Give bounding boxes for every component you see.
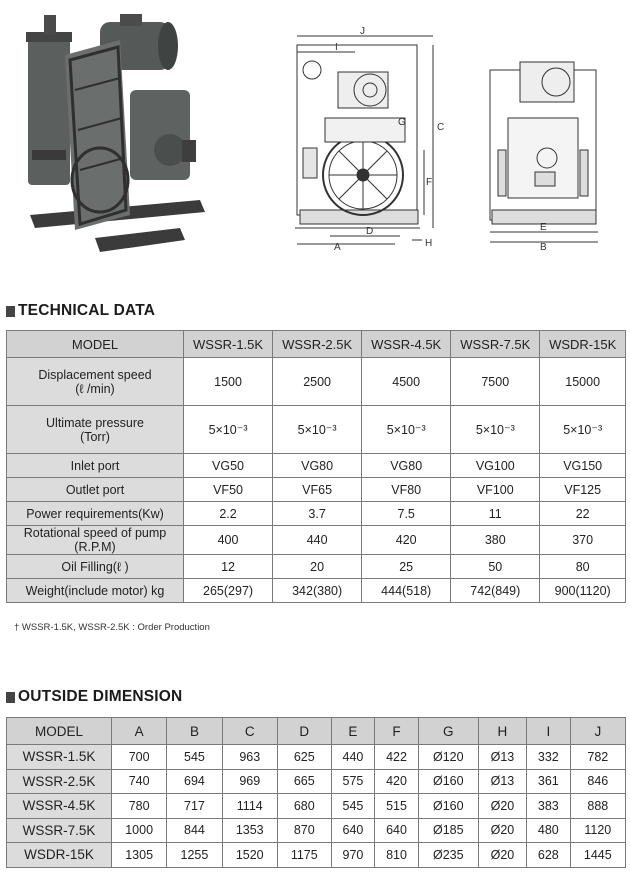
table-cell: 575: [331, 769, 375, 794]
table-cell: 420: [375, 769, 419, 794]
table-cell: 2500: [273, 358, 362, 406]
table-cell: VF80: [362, 478, 451, 502]
table-cell: 888: [570, 794, 625, 819]
table-cell: 420: [362, 526, 451, 555]
table-cell: 5×10⁻³: [273, 406, 362, 454]
table-cell: 265(297): [184, 579, 273, 603]
table-cell: VF100: [451, 478, 540, 502]
outside-dimension-title: OUTSIDE DIMENSION: [18, 688, 183, 705]
header-cell: WSSR-7.5K: [451, 331, 540, 358]
table-cell: 782: [570, 745, 625, 770]
table-row: [7, 794, 626, 819]
row-label: WSSR-2.5K: [7, 769, 112, 794]
header-cell-model: MODEL: [7, 331, 184, 358]
table-cell: 717: [167, 794, 222, 819]
table-cell: 50: [451, 555, 540, 579]
table-cell: VF65: [273, 478, 362, 502]
table-row: [7, 555, 626, 579]
table-cell: 4500: [362, 358, 451, 406]
table-header-row: [7, 718, 626, 745]
table-cell: 900(1120): [540, 579, 626, 603]
order-production-note: † WSSR-1.5K, WSSR-2.5K : Order Production: [14, 622, 210, 633]
table-row: [7, 454, 626, 478]
table-cell: Ø160: [418, 769, 478, 794]
table-cell: 844: [167, 818, 222, 843]
table-cell: 25: [362, 555, 451, 579]
table-cell: 640: [331, 818, 375, 843]
table-cell: Ø185: [418, 818, 478, 843]
table-row: [7, 502, 626, 526]
table-cell: 11: [451, 502, 540, 526]
row-label: WSDR-15K: [7, 843, 112, 868]
row-label: WSSR-1.5K: [7, 745, 112, 770]
table-cell: 5×10⁻³: [362, 406, 451, 454]
table-cell: VG100: [451, 454, 540, 478]
table-cell: VG80: [273, 454, 362, 478]
outside-dimension-table: [6, 717, 626, 868]
table-cell: 332: [527, 745, 571, 770]
header-cell: B: [167, 718, 222, 745]
table-row: [7, 818, 626, 843]
table-cell: 870: [277, 818, 331, 843]
table-cell: Ø20: [478, 794, 526, 819]
table-cell: 963: [222, 745, 277, 770]
header-cell: F: [375, 718, 419, 745]
table-cell: 3.7: [273, 502, 362, 526]
table-cell: Ø20: [478, 818, 526, 843]
dim-label-e: E: [540, 222, 547, 233]
table-cell: 1305: [112, 843, 167, 868]
pump-photo: [0, 0, 230, 270]
table-cell: 740: [112, 769, 167, 794]
table-row: [7, 358, 626, 406]
table-cell: 1520: [222, 843, 277, 868]
row-label: Weight(include motor) kg: [7, 579, 184, 603]
dim-label-g: G: [398, 117, 406, 128]
table-cell: 342(380): [273, 579, 362, 603]
table-cell: 694: [167, 769, 222, 794]
table-row: [7, 843, 626, 868]
dim-label-d: D: [366, 226, 374, 237]
table-cell: Ø160: [418, 794, 478, 819]
header-cell: A: [112, 718, 167, 745]
table-cell: 640: [375, 818, 419, 843]
section-marker-icon: [6, 692, 15, 703]
header-cell: C: [222, 718, 277, 745]
header-cell: J: [570, 718, 625, 745]
header-cell: WSDR-15K: [540, 331, 626, 358]
technical-data-heading: [6, 302, 155, 320]
table-cell: VG50: [184, 454, 273, 478]
table-cell: Ø13: [478, 745, 526, 770]
table-cell: 400: [184, 526, 273, 555]
table-cell: 780: [112, 794, 167, 819]
table-cell: 969: [222, 769, 277, 794]
row-label: Outlet port: [7, 478, 184, 502]
table-cell: 680: [277, 794, 331, 819]
table-cell: 1500: [184, 358, 273, 406]
table-row: [7, 406, 626, 454]
table-cell: Ø120: [418, 745, 478, 770]
table-cell: Ø235: [418, 843, 478, 868]
table-cell: 515: [375, 794, 419, 819]
header-cell: D: [277, 718, 331, 745]
technical-data-title: TECHNICAL DATA: [18, 302, 156, 319]
outside-dimension-heading: [6, 688, 182, 706]
table-cell: 1353: [222, 818, 277, 843]
technical-data-table: [6, 330, 626, 603]
row-label: Displacement speed (ℓ /min): [7, 358, 184, 406]
table-cell: 2.2: [184, 502, 273, 526]
table-cell: 1114: [222, 794, 277, 819]
dim-label-i: I: [335, 42, 338, 53]
row-label: Rotational speed of pump (R.P.M): [7, 526, 184, 555]
header-cell: WSSR-1.5K: [184, 331, 273, 358]
header-cell: I: [527, 718, 571, 745]
table-row: [7, 579, 626, 603]
table-cell: 80: [540, 555, 626, 579]
table-cell: 545: [331, 794, 375, 819]
table-cell: 422: [375, 745, 419, 770]
table-cell: 7.5: [362, 502, 451, 526]
table-cell: 383: [527, 794, 571, 819]
table-cell: 12: [184, 555, 273, 579]
table-cell: 1445: [570, 843, 625, 868]
table-cell: 628: [527, 843, 571, 868]
row-label: WSSR-7.5K: [7, 818, 112, 843]
row-label: WSSR-4.5K: [7, 794, 112, 819]
table-cell: 742(849): [451, 579, 540, 603]
table-row: [7, 478, 626, 502]
table-cell: 5×10⁻³: [540, 406, 626, 454]
table-cell: 970: [331, 843, 375, 868]
table-cell: 480: [527, 818, 571, 843]
table-cell: 22: [540, 502, 626, 526]
table-cell: 20: [273, 555, 362, 579]
table-cell: 846: [570, 769, 625, 794]
table-cell: 665: [277, 769, 331, 794]
table-cell: 700: [112, 745, 167, 770]
table-cell: 361: [527, 769, 571, 794]
table-cell: 1120: [570, 818, 625, 843]
header-cell: WSSR-2.5K: [273, 331, 362, 358]
section-marker-icon: [6, 306, 15, 317]
dim-label-h: H: [425, 238, 433, 249]
table-cell: 440: [273, 526, 362, 555]
header-cell-model: MODEL: [7, 718, 112, 745]
row-label: Inlet port: [7, 454, 184, 478]
row-label: Ultimate pressure (Torr): [7, 406, 184, 454]
dim-label-f: F: [426, 177, 433, 188]
header-cell: WSSR-4.5K: [362, 331, 451, 358]
table-cell: 1255: [167, 843, 222, 868]
table-row: [7, 526, 626, 555]
table-cell: Ø20: [478, 843, 526, 868]
dim-label-b: B: [540, 242, 547, 253]
table-cell: 810: [375, 843, 419, 868]
dim-label-a: A: [334, 242, 341, 253]
table-cell: 380: [451, 526, 540, 555]
header-cell: E: [331, 718, 375, 745]
table-cell: 15000: [540, 358, 626, 406]
table-cell: 440: [331, 745, 375, 770]
table-cell: Ø13: [478, 769, 526, 794]
front-view-drawing: [295, 36, 433, 244]
row-label: Oil Filling(ℓ ): [7, 555, 184, 579]
table-cell: VF50: [184, 478, 273, 502]
table-cell: 5×10⁻³: [184, 406, 273, 454]
table-cell: 5×10⁻³: [451, 406, 540, 454]
table-row: [7, 769, 626, 794]
table-cell: VG80: [362, 454, 451, 478]
side-view-drawing: [490, 62, 598, 242]
table-cell: 1000: [112, 818, 167, 843]
table-cell: 444(518): [362, 579, 451, 603]
header-cell: H: [478, 718, 526, 745]
table-row: [7, 745, 626, 770]
table-header-row: [7, 331, 626, 358]
table-cell: 7500: [451, 358, 540, 406]
header-cell: G: [418, 718, 478, 745]
table-cell: 625: [277, 745, 331, 770]
product-figures: [0, 0, 630, 290]
table-cell: 545: [167, 745, 222, 770]
table-cell: VG150: [540, 454, 626, 478]
table-cell: VF125: [540, 478, 626, 502]
table-cell: 1175: [277, 843, 331, 868]
table-cell: 370: [540, 526, 626, 555]
dim-label-c: C: [437, 122, 445, 133]
row-label: Power requirements(Kw): [7, 502, 184, 526]
dim-label-j: J: [360, 26, 365, 37]
